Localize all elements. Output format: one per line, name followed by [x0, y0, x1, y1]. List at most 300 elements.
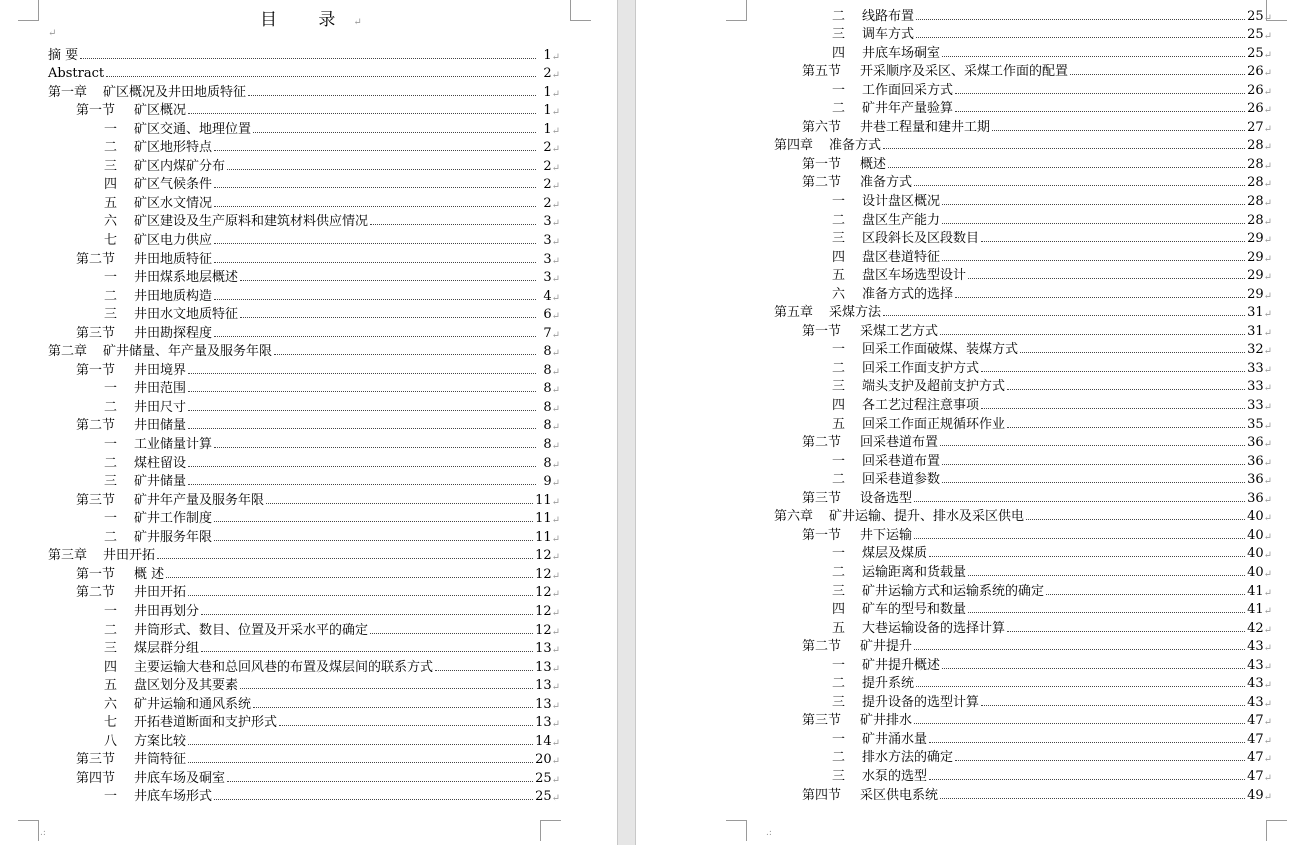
toc-entry-text: 井田境界 [134, 362, 187, 378]
toc-page-number: 33 [1247, 398, 1264, 414]
toc-page-number: 8 [543, 437, 552, 453]
toc-entry[interactable] [0, 174, 560, 193]
toc-title-text: 目 录 [260, 10, 354, 30]
toc-entry[interactable] [636, 357, 1272, 376]
toc-leader-dots [955, 296, 1245, 298]
toc-entry[interactable] [0, 508, 560, 527]
paragraph-mark: ↵ [551, 607, 560, 619]
toc-entry[interactable] [636, 617, 1272, 636]
toc-entry-text: 矿井排水 [860, 713, 913, 729]
toc-entry[interactable] [0, 767, 560, 786]
toc-entry[interactable] [636, 24, 1272, 43]
toc-entry[interactable] [0, 81, 560, 100]
toc-entry[interactable] [0, 452, 560, 471]
toc-entry-text: 概述 [860, 156, 887, 172]
toc-entry-number: 第二章 [48, 344, 88, 360]
toc-entry-text: 矿区建设及生产原料和建筑材料供应情况 [134, 214, 369, 230]
toc-leader-dots [929, 778, 1245, 780]
toc-page-number: 13 [535, 696, 552, 712]
toc-leader-dots [188, 112, 536, 114]
paragraph-mark: ↵ [1263, 253, 1272, 265]
toc-entry[interactable] [636, 728, 1272, 747]
toc-entry-text: 矿井工作制度 [134, 511, 213, 527]
toc-entry[interactable] [0, 378, 560, 397]
toc-leader-dots [968, 574, 1245, 576]
toc-page-number: 8 [543, 381, 552, 397]
toc-page-number: 3 [543, 233, 552, 249]
toc-entry[interactable] [636, 469, 1272, 488]
paragraph-mark: ↵ [1263, 235, 1272, 247]
paragraph-mark: ↵ [551, 700, 560, 712]
paragraph-mark: ↵ [1263, 402, 1272, 414]
toc-entry[interactable] [636, 116, 1272, 135]
toc-page-number: 26 [1247, 82, 1264, 98]
toc-page-number: 40 [1247, 564, 1264, 580]
toc-page-number: 43 [1247, 694, 1264, 710]
paragraph-mark: ↵ [551, 237, 560, 249]
toc-entry-text: 矿井服务年限 [134, 529, 213, 545]
toc-entry[interactable] [0, 730, 560, 749]
toc-entry[interactable] [0, 304, 560, 323]
paragraph-mark: ↵ [1263, 624, 1272, 636]
toc-page-number: 20 [535, 752, 552, 768]
toc-entry[interactable] [636, 283, 1272, 302]
paragraph-mark: ↵ [1263, 680, 1272, 692]
toc-entry-text: 矿区水文情况 [134, 195, 213, 211]
toc-entry-number: 第三章 [48, 548, 88, 564]
toc-entry[interactable] [0, 471, 560, 490]
toc-entry[interactable] [636, 487, 1272, 506]
toc-page-number: 47 [1247, 731, 1264, 747]
toc-leader-dots [274, 353, 536, 355]
paragraph-mark: ↵ [1263, 31, 1272, 43]
toc-page-number: 41 [1247, 583, 1264, 599]
toc-leader-dots [968, 611, 1245, 613]
toc-entry-text: 煤柱留设 [134, 455, 187, 471]
toc-leader-dots [370, 223, 536, 225]
paragraph-mark: ↵ [1263, 86, 1272, 98]
toc-entry-text: 盘区生产能力 [862, 212, 941, 228]
toc-entry-number: 第三节 [802, 490, 842, 506]
paragraph-mark: ↵ [551, 274, 560, 286]
toc-entry[interactable] [636, 135, 1272, 154]
toc-entry-text: 矿井提升概述 [862, 657, 941, 673]
paragraph-mark: ↵ [1263, 12, 1272, 24]
toc-leader-dots [188, 427, 536, 429]
footer-mark: .: [40, 828, 46, 838]
toc-leader-dots [916, 18, 1245, 20]
toc-leader-dots [968, 277, 1245, 279]
toc-leader-dots [240, 316, 536, 318]
toc-entry-text: 调车方式 [862, 27, 915, 43]
toc-entry-text: 井田范围 [134, 381, 187, 397]
toc-entry-number: 第一节 [76, 362, 116, 378]
toc-entry-text: 盘区车场选型设计 [862, 268, 967, 284]
toc-entry[interactable] [636, 636, 1272, 655]
toc-entry[interactable] [0, 433, 560, 452]
paragraph-mark: ↵ [1263, 643, 1272, 655]
toc-entry[interactable] [636, 561, 1272, 580]
paragraph-mark: ↵ [1263, 476, 1272, 488]
toc-entry[interactable] [636, 784, 1272, 803]
toc-page-number: 11 [535, 529, 552, 545]
toc-page-number: 3 [543, 251, 552, 267]
toc-entry[interactable] [636, 228, 1272, 247]
toc-entry[interactable] [636, 450, 1272, 469]
toc-entry[interactable] [636, 42, 1272, 61]
toc-entry[interactable] [0, 675, 560, 694]
toc-entry-number: 二 [832, 360, 846, 376]
toc-page-number: 43 [1247, 639, 1264, 655]
paragraph-mark: ↵ [1263, 105, 1272, 117]
toc-leader-dots [914, 500, 1245, 502]
toc-entry-text: 矿井年产量及服务年限 [134, 492, 265, 508]
toc-leader-dots [188, 390, 536, 392]
toc-entry-text: 矿区气候条件 [134, 177, 213, 193]
toc-leader-dots [214, 205, 536, 207]
toc-page-number: 33 [1247, 360, 1264, 376]
paragraph-mark: ↵ [551, 645, 560, 657]
toc-entry[interactable] [636, 673, 1272, 692]
toc-page-number: 3 [543, 270, 552, 286]
toc-entry-number: 第二节 [802, 435, 842, 451]
toc-page-number: 28 [1247, 194, 1264, 210]
toc-entry[interactable] [0, 545, 560, 564]
toc-entry-number: 第二节 [802, 639, 842, 655]
toc-entry-number: 第五章 [774, 305, 814, 321]
paragraph-mark: ↵ [1263, 364, 1272, 376]
toc-entry[interactable] [636, 543, 1272, 562]
toc-leader-dots [214, 298, 536, 300]
toc-entry-text: 矿区交通、地理位置 [134, 121, 252, 137]
toc-entry[interactable] [0, 693, 560, 712]
toc-entry-number: 二 [832, 101, 846, 117]
toc-page-number: 25 [1247, 8, 1264, 24]
toc-entry-text: 端头支护及超前支护方式 [862, 379, 1006, 395]
toc-entry[interactable] [0, 63, 560, 82]
toc-entry-number: 三 [104, 641, 118, 657]
toc-leader-dots [940, 333, 1245, 335]
toc-leader-dots [188, 409, 536, 411]
toc-entry[interactable] [636, 265, 1272, 284]
toc-page-number: 28 [1247, 138, 1264, 154]
toc-leader-dots [435, 669, 533, 671]
toc-entry[interactable] [0, 786, 560, 805]
toc-page-number: 3 [543, 214, 552, 230]
toc-entry-number: 第一节 [802, 323, 842, 339]
document-page-right [636, 0, 1295, 845]
paragraph-mark: ↵ [48, 28, 57, 39]
toc-entry-text: 工业储量计算 [134, 437, 213, 453]
toc-entry-number: 二 [832, 750, 846, 766]
toc-entry-text: 井田储量 [134, 418, 187, 434]
toc-entry-number: 第二节 [76, 418, 116, 434]
toc-entry[interactable] [0, 489, 560, 508]
toc-entry[interactable] [0, 44, 560, 63]
toc-page-number: 29 [1247, 231, 1264, 247]
toc-entry-number: 第三节 [76, 752, 116, 768]
toc-entry-text: 设备选型 [860, 490, 913, 506]
paragraph-mark: ↵ [1263, 160, 1272, 172]
toc-leader-dots [214, 520, 533, 522]
paragraph-mark: ↵ [551, 107, 560, 119]
toc-entry-number: 第四节 [76, 770, 116, 786]
toc-page-number: 1 [543, 47, 552, 63]
toc-entry-number: 二 [104, 140, 118, 156]
toc-entry-number: 三 [832, 694, 846, 710]
toc-entry[interactable] [0, 248, 560, 267]
toc-page-number: 2 [543, 140, 552, 156]
toc-entry-number: 第一章 [48, 84, 88, 100]
toc-page-number: 12 [535, 622, 552, 638]
toc-page-number: 31 [1247, 305, 1264, 321]
toc-entry-number: 一 [832, 731, 846, 747]
toc-entry-text: 回采工作面破煤、装煤方式 [862, 342, 1019, 358]
toc-leader-dots [253, 131, 536, 133]
toc-entry[interactable] [636, 320, 1272, 339]
toc-entry[interactable] [636, 246, 1272, 265]
toc-entry[interactable] [636, 691, 1272, 710]
toc-entry-number: 二 [832, 472, 846, 488]
page-corner-mark [540, 820, 561, 841]
paragraph-mark: ↵ [551, 403, 560, 415]
toc-entry[interactable] [636, 413, 1272, 432]
toc-page-number: 11 [535, 492, 552, 508]
toc-entry-text: 概 述 [134, 566, 165, 582]
toc-entry[interactable] [0, 285, 560, 304]
toc-leader-dots [914, 648, 1245, 650]
toc-entry[interactable] [0, 229, 560, 248]
page-corner-mark [570, 0, 591, 21]
paragraph-mark: ↵ [551, 533, 560, 545]
paragraph-mark: ↵ [1263, 198, 1272, 210]
page-corner-mark [18, 820, 39, 841]
toc-entry[interactable] [0, 155, 560, 174]
toc-entry[interactable] [636, 376, 1272, 395]
toc-entry-text: 矿井运输和通风系统 [134, 696, 252, 712]
toc-entry[interactable] [0, 563, 560, 582]
toc-entry[interactable] [636, 5, 1272, 24]
toc-entry-number: 第四节 [802, 787, 842, 803]
toc-leader-dots [914, 537, 1245, 539]
toc-leader-dots [916, 36, 1245, 38]
toc-entry[interactable] [0, 192, 560, 211]
toc-entry[interactable] [636, 302, 1272, 321]
toc-entry-number: 一 [832, 342, 846, 358]
paragraph-mark: ↵ [1263, 68, 1272, 80]
toc-entry-text: 井筒特征 [134, 752, 187, 768]
toc-page-number: 29 [1247, 249, 1264, 265]
toc-entry-number: 七 [104, 233, 118, 249]
toc-page-number: 8 [543, 344, 552, 360]
toc-page-number: 7 [543, 325, 552, 341]
toc-page-number: 36 [1247, 435, 1264, 451]
toc-leader-dots [940, 444, 1245, 446]
toc-entry[interactable] [0, 638, 560, 657]
toc-page-number: 2 [543, 66, 552, 82]
toc-entry[interactable] [0, 267, 560, 286]
toc-leader-dots [188, 483, 536, 485]
toc-leader-dots [955, 92, 1245, 94]
toc-page-number: 8 [543, 455, 552, 471]
toc-entry[interactable] [0, 137, 560, 156]
toc-entry-text: 采煤工艺方式 [860, 323, 939, 339]
toc-title [260, 5, 362, 30]
toc-entry[interactable] [0, 322, 560, 341]
toc-entry[interactable] [636, 209, 1272, 228]
toc-page-number: 49 [1247, 787, 1264, 803]
paragraph-mark: ↵ [1263, 494, 1272, 506]
toc-leader-dots [1046, 593, 1245, 595]
toc-entry[interactable] [636, 710, 1272, 729]
toc-entry-number: 一 [832, 453, 846, 469]
toc-page-number: 8 [543, 362, 552, 378]
toc-entry[interactable] [636, 765, 1272, 784]
toc-entry[interactable] [636, 98, 1272, 117]
toc-entry-text: 开拓巷道断面和支护形式 [134, 715, 278, 731]
toc-page-number: 13 [535, 659, 552, 675]
paragraph-mark: ↵ [551, 478, 560, 490]
toc-entry[interactable] [636, 432, 1272, 451]
toc-entry-number: 三 [104, 158, 118, 174]
toc-entry-text: 矿井储量 [134, 474, 187, 490]
toc-entry-number: 第一节 [802, 156, 842, 172]
toc-entry[interactable] [0, 396, 560, 415]
toc-entry-number: 三 [832, 768, 846, 784]
toc-entry-number: 二 [832, 564, 846, 580]
toc-leader-dots [942, 222, 1245, 224]
toc-entry-text: 矿井年产量验算 [862, 101, 954, 117]
toc-entry-number: 一 [104, 270, 118, 286]
toc-entry[interactable] [0, 619, 560, 638]
paragraph-mark: ↵ [1263, 142, 1272, 154]
toc-page-number: 32 [1247, 342, 1264, 358]
toc-entry[interactable] [636, 172, 1272, 191]
toc-leader-dots [80, 57, 535, 59]
toc-entry-number: 六 [832, 286, 846, 302]
toc-page-number: 40 [1247, 527, 1264, 543]
toc-entry[interactable] [0, 100, 560, 119]
toc-entry[interactable] [0, 749, 560, 768]
toc-entry-text: 井底车场形式 [134, 789, 213, 805]
paragraph-mark: ↵ [551, 348, 560, 360]
toc-leader-dots [214, 186, 536, 188]
toc-leader-dots [916, 685, 1245, 687]
toc-page-number: 47 [1247, 713, 1264, 729]
toc-entry[interactable] [636, 394, 1272, 413]
paragraph-mark: ↵ [551, 70, 560, 82]
toc-entry[interactable] [0, 211, 560, 230]
paragraph-mark: ↵ [1263, 550, 1272, 562]
toc-leader-dots [227, 780, 533, 782]
toc-entry[interactable] [0, 415, 560, 434]
toc-leader-dots [214, 242, 536, 244]
toc-entry[interactable] [636, 61, 1272, 80]
toc-entry-text: 采煤方法 [829, 305, 882, 321]
toc-entry-text: 井田地质构造 [134, 288, 213, 304]
toc-entry-number: 第二节 [76, 585, 116, 601]
paragraph-mark: ↵ [1263, 754, 1272, 766]
toc-entry[interactable] [636, 580, 1272, 599]
toc-entry[interactable] [0, 341, 560, 360]
toc-entry-text: 井田煤系地层概述 [134, 270, 239, 286]
toc-leader-dots [888, 166, 1245, 168]
toc-page-number: 28 [1247, 175, 1264, 191]
paragraph-mark: ↵ [551, 737, 560, 749]
paragraph-mark: ↵ [1263, 513, 1272, 525]
toc-entry[interactable] [0, 526, 560, 545]
paragraph-mark: ↵ [551, 774, 560, 786]
toc-entry[interactable] [636, 654, 1272, 673]
toc-entry-number: 第二节 [802, 175, 842, 191]
toc-entry-number: 第三节 [76, 325, 116, 341]
paragraph-mark: ↵ [551, 292, 560, 304]
toc-page-number: 14 [535, 733, 552, 749]
toc-leader-dots [942, 481, 1245, 483]
toc-entry-text: 盘区巷道特征 [862, 249, 941, 265]
toc-leader-dots [166, 576, 533, 578]
toc-entry-text: 线路布置 [862, 8, 915, 24]
toc-entry[interactable] [636, 153, 1272, 172]
toc-entry-text: 主要运输大巷和总回风巷的布置及煤层间的联系方式 [134, 659, 434, 675]
toc-entry-number: 二 [104, 288, 118, 304]
toc-entry-number: 二 [832, 676, 846, 692]
paragraph-mark: ↵ [551, 719, 560, 731]
paragraph-mark: ↵ [1263, 735, 1272, 747]
paragraph-mark: ↵ [1263, 123, 1272, 135]
toc-entry[interactable] [636, 506, 1272, 525]
paragraph-mark: ↵ [551, 162, 560, 174]
toc-entry[interactable] [636, 599, 1272, 618]
toc-entry[interactable] [636, 79, 1272, 98]
toc-entry-text: 准备方式的选择 [862, 286, 954, 302]
toc-entry[interactable] [0, 359, 560, 378]
toc-entry-number: 四 [104, 177, 118, 193]
toc-entry[interactable] [0, 656, 560, 675]
paragraph-mark: ↵ [551, 793, 560, 805]
toc-entry[interactable] [636, 190, 1272, 209]
toc-page-number: 25 [535, 789, 552, 805]
toc-page-number: 26 [1247, 64, 1264, 80]
toc-entry[interactable] [0, 712, 560, 731]
toc-page-number: 35 [1247, 416, 1264, 432]
toc-page-number: 43 [1247, 676, 1264, 692]
toc-entry-text: 矿井提升 [860, 639, 913, 655]
toc-leader-dots [929, 741, 1245, 743]
toc-entry-text: 矿井涌水量 [862, 731, 928, 747]
toc-entry[interactable] [636, 524, 1272, 543]
toc-page-number: 25 [1247, 45, 1264, 61]
toc-leader-dots [1070, 73, 1245, 75]
toc-entry-text: 回采巷道参数 [862, 472, 941, 488]
toc-leader-dots [279, 724, 533, 726]
toc-leader-dots [201, 650, 533, 652]
toc-entry[interactable] [0, 118, 560, 137]
paragraph-mark: ↵ [1263, 272, 1272, 284]
toc-entry[interactable] [636, 339, 1272, 358]
toc-entry[interactable] [0, 582, 560, 601]
toc-entry-number: 五 [832, 268, 846, 284]
toc-leader-dots [942, 667, 1245, 669]
toc-entry-number: 第一节 [802, 527, 842, 543]
toc-entry-text: 工作面回采方式 [862, 82, 954, 98]
toc-entry[interactable] [0, 600, 560, 619]
toc-entry-number: 一 [832, 546, 846, 562]
toc-page-number: 11 [535, 511, 552, 527]
toc-leader-dots [188, 372, 536, 374]
toc-leader-dots [981, 407, 1245, 409]
toc-entry[interactable] [636, 747, 1272, 766]
